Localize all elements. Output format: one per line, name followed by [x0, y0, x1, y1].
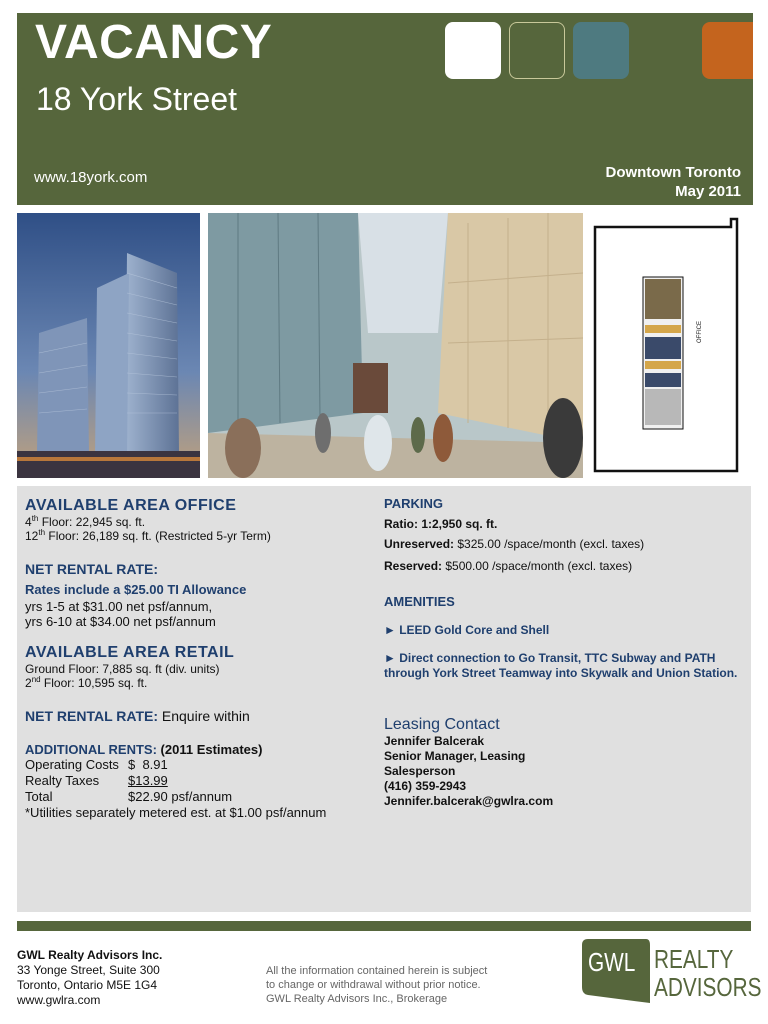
- contact-role: Senior Manager, Leasing: [384, 749, 526, 763]
- floor-suffix: th: [38, 528, 46, 537]
- additional-rents-heading: ADDITIONAL RENTS:: [25, 742, 157, 757]
- floor-detail: Floor: 10,595 sq. ft.: [40, 676, 148, 690]
- cost-value: $13.99: [128, 773, 168, 788]
- disclaimer-line: GWL Realty Advisors Inc., Brokerage: [266, 993, 448, 1005]
- property-url[interactable]: www.18york.com: [34, 169, 148, 186]
- logo-realty: REALTY: [654, 944, 734, 974]
- footer-disclaimer: [266, 964, 487, 1006]
- decor-square-teal: [573, 22, 629, 79]
- floor-number: 4: [25, 515, 32, 529]
- unreserved-value: $325.00 /space/month (excl. taxes): [454, 537, 645, 551]
- contact-name: Jennifer Balcerak: [384, 734, 485, 748]
- leasing-heading: Leasing Contact: [384, 716, 500, 733]
- building-photo: [17, 213, 200, 478]
- floor-number: 12: [25, 529, 39, 543]
- floor-plan: [591, 213, 741, 478]
- rate-line-1: yrs 1-5 at $31.00 net psf/annum,: [25, 599, 213, 614]
- footer-address: [17, 948, 162, 1008]
- amenities-heading: AMENITIES: [384, 594, 455, 609]
- contact-role-2: Salesperson: [384, 764, 456, 778]
- leasing-contact-block: [384, 734, 746, 809]
- additional-rents-header: [25, 742, 375, 757]
- parking-unreserved: [384, 537, 746, 551]
- contact-email[interactable]: Jennifer.balcerak@gwlra.com: [384, 794, 554, 808]
- location-date: [605, 163, 741, 201]
- retail-floor-2: [25, 676, 375, 690]
- rates-ti-note: Rates include a $25.00 TI Allowance: [25, 582, 247, 597]
- floor-detail: Floor: 26,189 sq. ft. (Restricted 5-yr Term): [45, 529, 271, 543]
- retail-ground: Ground Floor: 7,885 sq. ft (div. units): [25, 662, 220, 676]
- floor-number: 2: [25, 676, 32, 690]
- parking-ratio: Ratio: 1:2,950 sq. ft.: [384, 517, 498, 531]
- utilities-note: *Utilities separately metered est. at $1.00 psf/annum: [25, 805, 327, 820]
- decor-square-orange: [702, 22, 753, 79]
- floor-suffix: nd: [31, 675, 41, 684]
- net-rental-retail-value: Enquire within: [158, 708, 250, 724]
- amenity-leed: ► LEED Gold Core and Shell: [384, 623, 550, 637]
- net-rental-retail-heading: NET RENTAL RATE:: [25, 708, 158, 724]
- footer-street: 33 Yonge Street, Suite 300: [17, 963, 160, 977]
- location-text: Downtown Toronto: [605, 164, 741, 181]
- rate-line-2: yrs 6-10 at $34.00 net psf/annum: [25, 614, 216, 629]
- disclaimer-line: to change or withdrawal without prior notice.: [266, 979, 481, 991]
- office-floor-4: [25, 515, 375, 529]
- additional-rents-estimate: (2011 Estimates): [156, 742, 263, 757]
- property-address: 18 York Street: [36, 81, 238, 117]
- floor-suffix: th: [31, 514, 39, 523]
- reserved-value: $500.00 /space/month (excl. taxes): [442, 559, 633, 573]
- atrium-photo: [208, 213, 583, 478]
- net-rental-retail: [25, 708, 375, 724]
- footer-city: Toronto, Ontario M5E 1G4: [17, 978, 158, 992]
- header-banner: [17, 13, 753, 205]
- cost-label: Total: [25, 789, 53, 804]
- footer-divider: [17, 921, 751, 931]
- cost-label: Realty Taxes: [25, 773, 100, 788]
- date-text: May 2011: [675, 183, 741, 200]
- floor-plan-label: OFFICE: [697, 321, 703, 343]
- logo-text: [654, 945, 762, 1001]
- net-rental-office-heading: NET RENTAL RATE:: [25, 561, 158, 577]
- cost-value: $22.90 psf/annum: [128, 789, 233, 804]
- amenity-connection: ► Direct connection to Go Transit, TTC Subway and PATH through York Street Teamway into Skywalk and Union Station.: [384, 651, 738, 680]
- parking-heading: PARKING: [384, 496, 443, 511]
- cost-label: Operating Costs: [25, 757, 119, 772]
- gwl-realty-logo: [580, 937, 762, 1007]
- disclaimer-line: All the information contained herein is subject: [266, 965, 488, 977]
- details-panel: [17, 486, 751, 912]
- parking-reserved: [384, 559, 746, 573]
- reserved-label: Reserved:: [384, 559, 443, 573]
- cost-row: [25, 773, 375, 789]
- cost-row: [25, 789, 375, 805]
- page-title: VACANCY: [35, 16, 273, 69]
- office-floor-12: [25, 529, 375, 543]
- right-column: [384, 494, 746, 809]
- office-heading: AVAILABLE AREA OFFICE: [25, 497, 237, 514]
- floor-detail: Floor: 22,945 sq. ft.: [38, 515, 146, 529]
- logo-gwl: GWL: [588, 947, 636, 977]
- footer-company: GWL Realty Advisors Inc.: [17, 948, 163, 962]
- left-column: [25, 494, 375, 820]
- unreserved-label: Unreserved:: [384, 537, 455, 551]
- cost-row: [25, 757, 375, 773]
- contact-phone[interactable]: (416) 359-2943: [384, 779, 467, 793]
- retail-heading: AVAILABLE AREA RETAIL: [25, 644, 235, 661]
- cost-value: $ 8.91: [128, 757, 168, 772]
- decor-square-white: [445, 22, 501, 79]
- footer-website[interactable]: www.gwlra.com: [17, 993, 101, 1007]
- logo-advisors: ADVISORS: [654, 972, 762, 1002]
- decor-square-green: [509, 22, 565, 79]
